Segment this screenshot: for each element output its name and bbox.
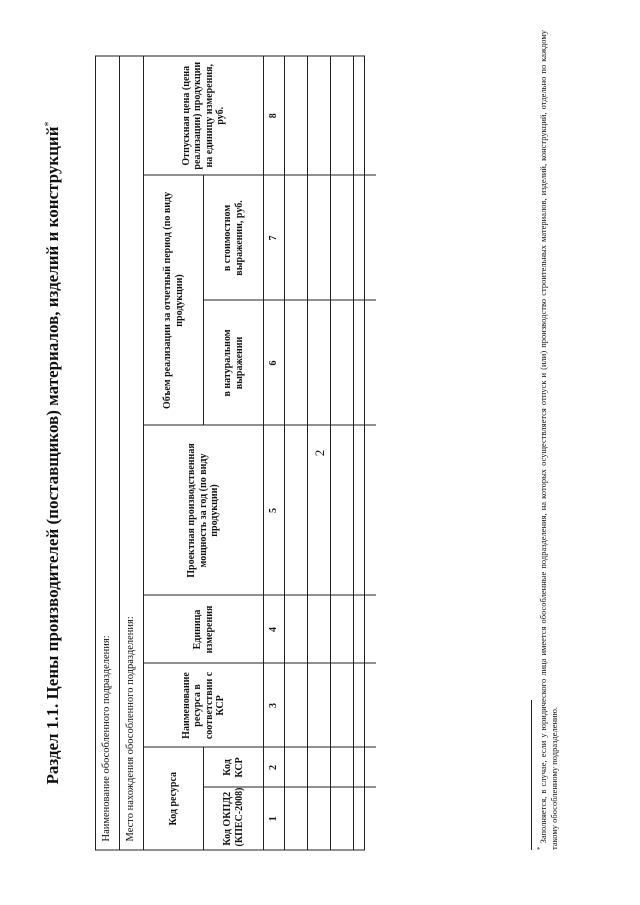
table-cell[interactable] xyxy=(331,425,354,595)
division-location-line xyxy=(120,56,144,849)
header-resource-name: Наименование ресурса в соответствии с КСР xyxy=(144,663,264,747)
table-cell[interactable] xyxy=(308,595,331,663)
table-cell[interactable] xyxy=(331,175,354,300)
table-cell[interactable] xyxy=(308,300,331,425)
table-cell[interactable] xyxy=(285,300,308,425)
table-cell[interactable] xyxy=(331,663,354,747)
price-table xyxy=(144,56,376,849)
section-title xyxy=(43,121,63,784)
header-unit: Единица измерения xyxy=(144,595,264,663)
table-cell[interactable] xyxy=(354,425,377,595)
table-cell[interactable] xyxy=(308,56,331,175)
section-title-text: Раздел 1.1. Цены производителей (поставщиков) материалов, изделий и конструкций xyxy=(43,126,62,785)
table-cell[interactable] xyxy=(308,663,331,747)
table-row xyxy=(285,56,308,849)
table-cell[interactable] xyxy=(308,747,331,787)
table-row xyxy=(354,56,377,849)
header-price: Отпускная цена (цена реализации) продукции на единицу измерения, руб. xyxy=(144,56,264,175)
table-cell[interactable] xyxy=(331,787,354,849)
table-cell[interactable] xyxy=(285,787,308,849)
table-cell[interactable] xyxy=(285,663,308,747)
table-cell[interactable] xyxy=(354,747,377,787)
table-cell[interactable] xyxy=(354,56,377,175)
header-sales-value: в стоимостном выражении, руб. xyxy=(204,175,264,300)
table-row xyxy=(331,56,354,849)
table-cell[interactable] xyxy=(354,175,377,300)
form-wrapper xyxy=(95,55,365,850)
footnote-text: Заполняется, в случае, если у юридического лица имеется обособленные подразделения, на которых осуществляется отпуск и (или) производство строительных материалов, изделий, конструкций, отдельно по каждому такому обособленному подразделению. xyxy=(537,30,559,850)
column-number: 2 xyxy=(264,747,285,787)
table-cell[interactable] xyxy=(285,747,308,787)
footnote-mark: * xyxy=(536,846,544,850)
page-number: 2 xyxy=(312,449,327,457)
column-number: 6 xyxy=(264,300,285,425)
table-cell[interactable] xyxy=(308,787,331,849)
table-cell[interactable] xyxy=(308,175,331,300)
header-ksr-code: Код КСР xyxy=(204,747,264,787)
header-sales-volume: Объем реализации за отчетный период (по виду продукции) xyxy=(144,175,204,425)
table-row xyxy=(308,56,331,849)
table-cell[interactable] xyxy=(354,787,377,849)
table-cell[interactable] xyxy=(354,663,377,747)
header-resource-code: Код ресурса xyxy=(144,747,204,849)
table-cell[interactable] xyxy=(285,175,308,300)
header-sales-natural: в натуральном выражении xyxy=(204,300,264,425)
division-name-label: Наименование обособленного подразделения: xyxy=(101,634,112,841)
column-number-row xyxy=(264,56,285,849)
column-number: 8 xyxy=(264,56,285,175)
column-number: 7 xyxy=(264,175,285,300)
table-cell[interactable] xyxy=(285,56,308,175)
table-cell[interactable] xyxy=(285,595,308,663)
table-cell[interactable] xyxy=(354,595,377,663)
section-title-footnote-mark: * xyxy=(43,121,55,127)
column-number: 4 xyxy=(264,595,285,663)
table-cell[interactable] xyxy=(331,595,354,663)
footnote xyxy=(536,30,572,850)
header-okpd2: Код ОКПД2 (КПЕС-2008) xyxy=(204,787,264,849)
table-cell[interactable] xyxy=(308,425,331,595)
footnote-divider xyxy=(531,700,532,850)
table-cell[interactable] xyxy=(354,300,377,425)
table-cell[interactable] xyxy=(331,56,354,175)
header-capacity: Проектная производственная мощность за год (по виду продукции) xyxy=(144,425,264,595)
division-location-label: Место нахождения обособленного подразделения: xyxy=(125,615,136,841)
column-number: 5 xyxy=(264,425,285,595)
column-number: 1 xyxy=(264,787,285,849)
division-name-line xyxy=(96,56,120,849)
price-form xyxy=(95,55,365,850)
table-cell[interactable] xyxy=(331,747,354,787)
table-cell[interactable] xyxy=(285,425,308,595)
footnote-wrapper xyxy=(536,30,572,850)
table-cell[interactable] xyxy=(331,300,354,425)
column-number: 3 xyxy=(264,663,285,747)
